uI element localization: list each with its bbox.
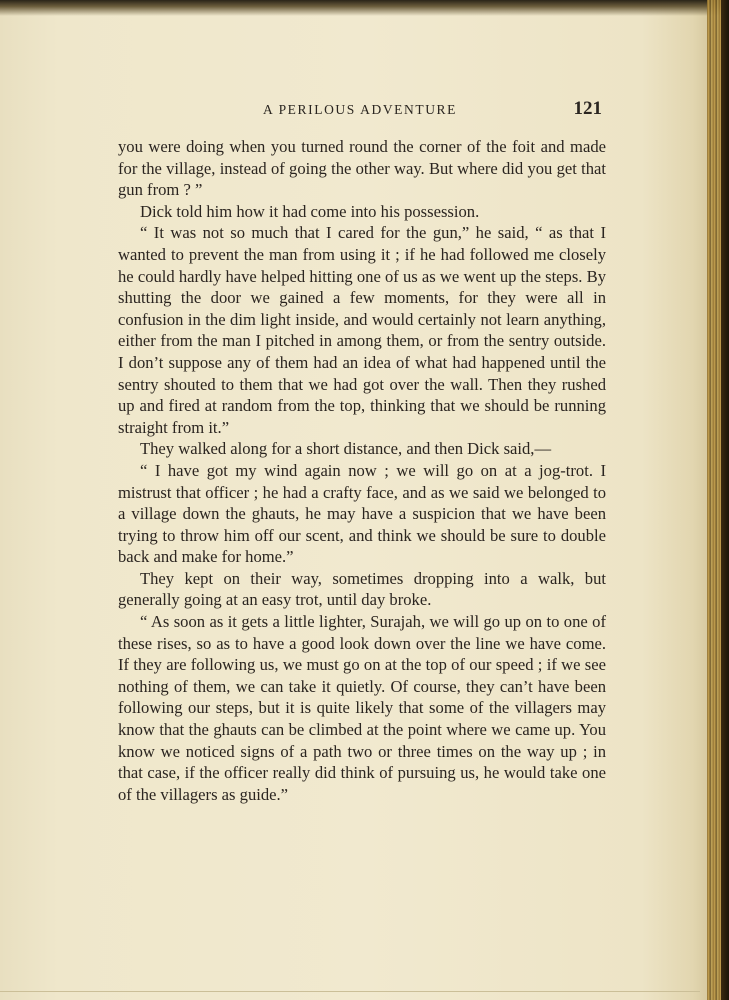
paragraph: you were doing when you turned round the corner of the foit and made for the village, instead of going the other way. But where did you get that gun from ? ” (118, 137, 606, 200)
page-number: 121 (573, 98, 602, 119)
page-bottom-edge (0, 991, 700, 992)
body-text (118, 136, 606, 805)
paragraph: “ It was not so much that I cared for the gun,” he said, “ as that I wanted to prevent the man from using it ; if he had followed me closely he could hardly have helped hitting one of us as we went up the steps. By shutting the door we gained a few moments, for they were all in confusion in the dim light inside, and would certainly not learn anything, either from the man I pitched in among them, or from the sentry outside. I don’t suppose any of them had an idea of what had happened until the sentry shouted to them that we had got over the wall. Then they rushed up and fired at random from the top, thinking that we should be running straight from it.” (118, 223, 606, 437)
paragraph: Dick told him how it had come into his possession. (140, 201, 480, 221)
paragraph: “ As soon as it gets a little lighter, Surajah, we will go up on to one of these rises, so as to have a good look down over the line we have come. If they are following us, we must go on at the top of our speed ; if we see nothing of them, we can take it quietly. Of course, they can’t have been following our steps, but it is quite likely that some of the villagers may know that the ghauts can be climbed at the point where we came up. You know we noticed signs of a path two or three times on the way up ; in that case, if the officer really did think of pursuing us, he would take one of the villagers as guide.” (118, 612, 606, 804)
paragraph: They walked along for a short distance, and then Dick said,— (140, 439, 552, 459)
page-top-shadow (0, 0, 729, 16)
paragraph: “ I have got my wind again now ; we will go on at a jog-trot. I mistrust that officer ; he had a crafty face, and as we said we belonged to a village down the ghauts, he may have a suspicion that we have been trying to throw him off our scent, and think we should be sure to double back and make for home.” (118, 460, 606, 567)
running-head: A PERILOUS ADVENTURE (263, 102, 458, 117)
paragraph: They kept on their way, sometimes dropping into a walk, but generally going at an easy trot, until day broke. (118, 568, 606, 610)
page-header (118, 98, 606, 124)
book-edge-shadow (721, 0, 729, 1000)
